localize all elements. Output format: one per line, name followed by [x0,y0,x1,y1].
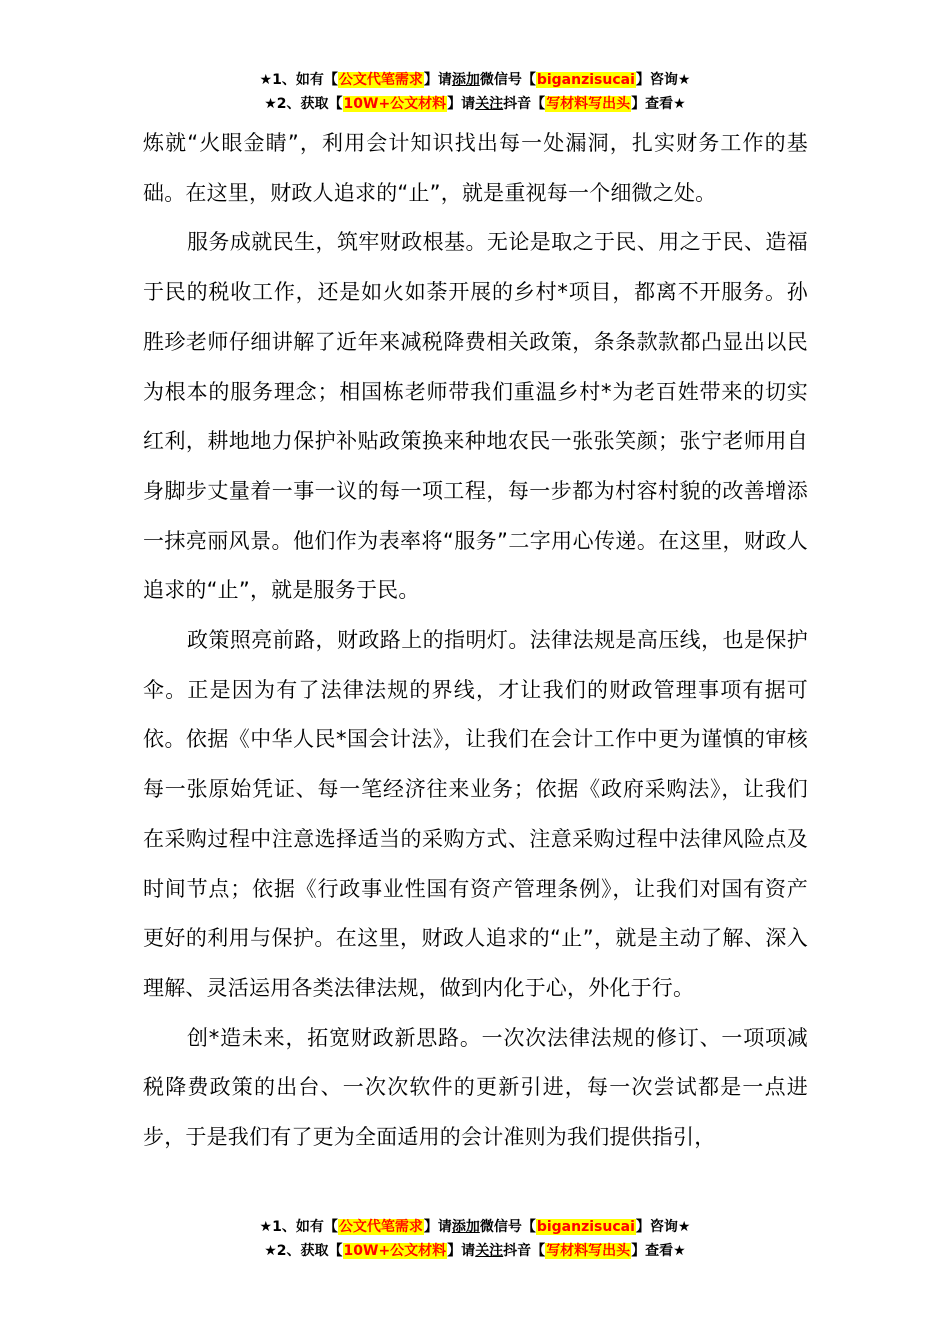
banner-text: 】查看★ [631,96,686,112]
document-body [143,119,808,1163]
banner-underlined-text: 添加 [451,72,480,88]
paragraph: 政策照亮前路，财政路上的指明灯。法律法规是高压线，也是保护伞。正是因为有了法律法规的界线，才让我们的财政管理事项有据可依。依据《中华人民*国会计法》，让我们在会计工作中更为谨慎的审核每一张原始凭证、每一笔经济往来业务；依据《政府采购法》，让我们在采购过程中注意选择适当的采购方式、注意采购过程中法律风险点及时间节点；依据《行政事业性国有资产管理条例》，让我们对国有资产更好的利用与保护。在这里，财政人追求的“止”，就是主动了解、深入理解、灵活运用各类法律法规，做到内化于心，外化于行。 [143,628,808,1000]
banner-text: 抖音【 [503,1243,546,1259]
banner-underlined-text: 添加 [451,1219,480,1235]
banner-text: 】请 [423,72,452,88]
banner-text: 】咨询★ [635,1219,691,1235]
paragraph: 创*造未来，拓宽财政新思路。一次次法律法规的修订、一项项减税降费政策的出台、一次次软件的更新引进，每一次尝试都是一点进步，于是我们有了更为全面适用的会计准则为我们提供指引， [143,1025,808,1150]
banner-text: 】查看★ [631,1243,686,1259]
banner-line-1 [0,1215,950,1239]
banner-text: 抖音【 [503,96,546,112]
footer-banner [0,1215,950,1263]
header-banner [0,68,950,116]
banner-text: ★1、如有【 [259,72,338,88]
paragraph: 服务成就民生，筑牢财政根基。无论是取之于民、用之于民、造福于民的税收工作，还是如火如荼开展的乡村*项目，都离不开服务。孙胜珍老师仔细讲解了近年来减税降费相关政策，条条款款都凸显出以民为根本的服务理念；相国栋老师带我们重温乡村*为老百姓带来的切实红利，耕地地力保护补贴政策换来种地农民一张张笑颜；张宁老师用自身脚步丈量着一事一议的每一项工程，每一步都为村容村貌的改善增添一抹亮丽风景。他们作为表率将“服务”二字用心传递。在这里，财政人追求的“止”，就是服务于民。 [143,230,808,603]
banner-highlight: 写材料写出头 [546,96,631,112]
banner-text: 微信号【 [479,1219,536,1235]
banner-highlight: 10W+公文材料 [343,1243,447,1259]
banner-highlight: biganzisucai [536,1219,635,1235]
banner-underlined-text: 关注 [475,96,504,112]
banner-line-1 [0,68,950,92]
banner-text: 】咨询★ [635,72,691,88]
banner-text: ★1、如有【 [259,1219,338,1235]
banner-line-2 [0,1239,950,1263]
banner-text: 】请 [447,1243,476,1259]
banner-line-2 [0,92,950,116]
banner-underlined-text: 关注 [475,1243,504,1259]
banner-text: ★2、获取【 [264,1243,343,1259]
banner-highlight: 公文代笔需求 [338,72,423,88]
banner-text: 】请 [447,96,476,112]
banner-highlight: 公文代笔需求 [338,1219,423,1235]
banner-text: ★2、获取【 [264,96,343,112]
banner-text: 微信号【 [479,72,536,88]
banner-highlight: 10W+公文材料 [343,96,447,112]
banner-text: 】请 [423,1219,452,1235]
paragraph: 炼就“火眼金睛”，利用会计知识找出每一处漏洞，扎实财务工作的基础。在这里，财政人追求的“止”，就是重视每一个细微之处。 [143,131,808,205]
banner-highlight: biganzisucai [536,72,635,88]
banner-highlight: 写材料写出头 [546,1243,631,1259]
